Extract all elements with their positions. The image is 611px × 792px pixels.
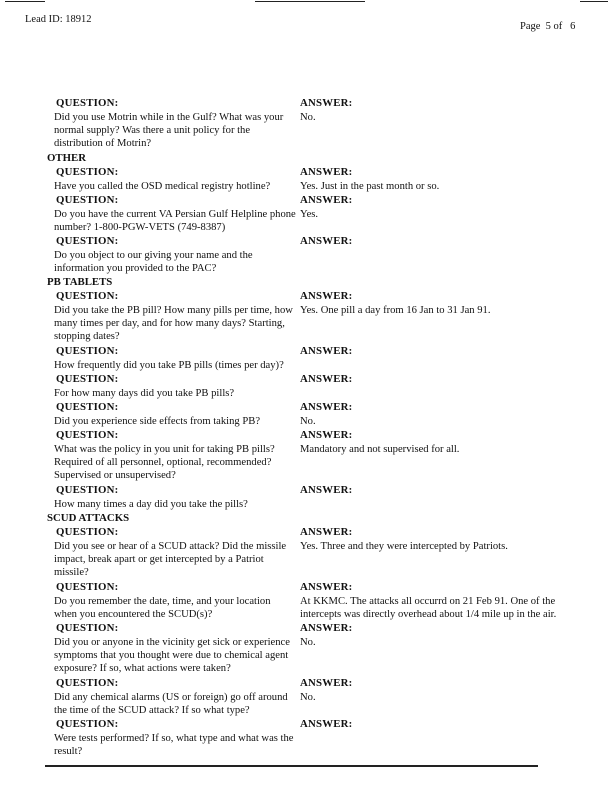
section: [0, 512, 611, 524]
answer-text: No.: [300, 637, 316, 648]
qa-item: [0, 526, 611, 579]
question-label: QUESTION:: [56, 345, 119, 357]
answer-label: ANSWER:: [300, 429, 353, 441]
bottom-rule: [45, 765, 538, 767]
question-text: Have you called the OSD medical registry hotline?: [54, 181, 271, 192]
answer-label: ANSWER:: [300, 677, 353, 689]
question-text: Did you take the PB pill? How many pills per time, how many times per day, and for how many days? Starting, stopping dates?: [54, 305, 293, 343]
question-text: Do you object to our giving your name and the information you provided to the PAC?: [54, 250, 253, 275]
question-label: QUESTION:: [56, 235, 119, 247]
answer-label: ANSWER:: [300, 166, 353, 178]
answer-text: At KKMC. The attacks all occurrd on 21 Feb 91. One of the intercepts was directly overhead about 1/4 mile up in the air.: [300, 596, 557, 621]
question-label: QUESTION:: [56, 194, 119, 206]
question-label: QUESTION:: [56, 581, 119, 593]
question-text: Did you experience side effects from taking PB?: [54, 416, 261, 427]
qa-item: [0, 235, 611, 275]
qa-item: [0, 718, 611, 758]
scan-line-top-left: [5, 1, 45, 2]
answer-text: No.: [300, 112, 316, 123]
question-label: QUESTION:: [56, 401, 119, 413]
answer-label: ANSWER:: [300, 97, 353, 109]
question-label: QUESTION:: [56, 373, 119, 385]
question-label: QUESTION:: [56, 526, 119, 538]
answer-label: ANSWER:: [300, 484, 353, 496]
answer-text: Yes.: [300, 209, 319, 220]
answer-label: ANSWER:: [300, 718, 353, 730]
question-text: Were tests performed? If so, what type and what was the result?: [54, 733, 294, 758]
qa-item: [0, 677, 611, 717]
qa-item: [0, 581, 611, 621]
qa-item: [0, 429, 611, 482]
question-label: QUESTION:: [56, 484, 119, 496]
qa-item: [0, 373, 611, 399]
question-text: What was the policy in you unit for taking PB pills? Required of all personnel, optional, recommended? Supervised or unsupervised?: [54, 444, 275, 482]
answer-label: ANSWER:: [300, 526, 353, 538]
answer-label: ANSWER:: [300, 235, 353, 247]
question-text: Do you have the current VA Persian Gulf Helpline phone number? 1-800-PGW-VETS (749-8387): [54, 209, 296, 234]
answer-text: No.: [300, 416, 316, 427]
answer-text: Yes. Three and they were intercepted by Patriots.: [300, 541, 508, 552]
question-text: Did you use Motrin while in the Gulf? What was your normal supply? Was there a unit policy for the distribution of Motrin?: [54, 112, 284, 150]
answer-label: ANSWER:: [300, 401, 353, 413]
section-heading: PB TABLETS: [47, 276, 113, 288]
answer-label: ANSWER:: [300, 373, 353, 385]
question-label: QUESTION:: [56, 97, 119, 109]
answer-text: No.: [300, 692, 316, 703]
section-heading: SCUD ATTACKS: [47, 512, 130, 524]
question-text: How many times a day did you take the pills?: [54, 499, 248, 510]
qa-item: [0, 194, 611, 234]
question-label: QUESTION:: [56, 429, 119, 441]
question-label: QUESTION:: [56, 622, 119, 634]
scan-line-top-center: [255, 1, 365, 2]
question-text: For how many days did you take PB pills?: [54, 388, 235, 399]
qa-item: [0, 484, 611, 510]
answer-text: Yes. Just in the past month or so.: [300, 181, 440, 192]
section-heading: OTHER: [47, 152, 86, 164]
question-text: How frequently did you take PB pills (times per day)?: [54, 360, 284, 371]
question-text: Did you or anyone in the vicinity get sick or experience symptoms that you thought were due to chemical agent exposure? If so, what actions were taken?: [54, 637, 290, 675]
qa-item: [0, 290, 611, 343]
section: [0, 152, 611, 164]
answer-label: ANSWER:: [300, 345, 353, 357]
page-number: Page 5 of 6: [520, 21, 576, 32]
answer-label: ANSWER:: [300, 581, 353, 593]
answer-text: Mandatory and not supervised for all.: [300, 444, 460, 455]
question-label: QUESTION:: [56, 290, 119, 302]
answer-text: Yes. One pill a day from 16 Jan to 31 Jan 91.: [300, 305, 491, 316]
question-label: QUESTION:: [56, 718, 119, 730]
qa-item: [0, 166, 611, 192]
answer-label: ANSWER:: [300, 622, 353, 634]
section: [0, 276, 611, 288]
question-label: QUESTION:: [56, 677, 119, 689]
lead-id: Lead ID: 18912: [25, 14, 92, 25]
qa-item: [0, 97, 611, 150]
question-text: Do you remember the date, time, and your location when you encountered the SCUD(s)?: [54, 596, 271, 621]
question-text: Did you see or hear of a SCUD attack? Did the missile impact, break apart or get intercepted by a Patriot missile?: [54, 541, 287, 579]
qa-item: [0, 622, 611, 675]
answer-label: ANSWER:: [300, 290, 353, 302]
answer-label: ANSWER:: [300, 194, 353, 206]
qa-item: [0, 345, 611, 371]
qa-item: [0, 401, 611, 427]
question-label: QUESTION:: [56, 166, 119, 178]
scan-line-top-right: [580, 1, 608, 2]
question-text: Did any chemical alarms (US or foreign) go off around the time of the SCUD attack? If so what type?: [54, 692, 288, 717]
